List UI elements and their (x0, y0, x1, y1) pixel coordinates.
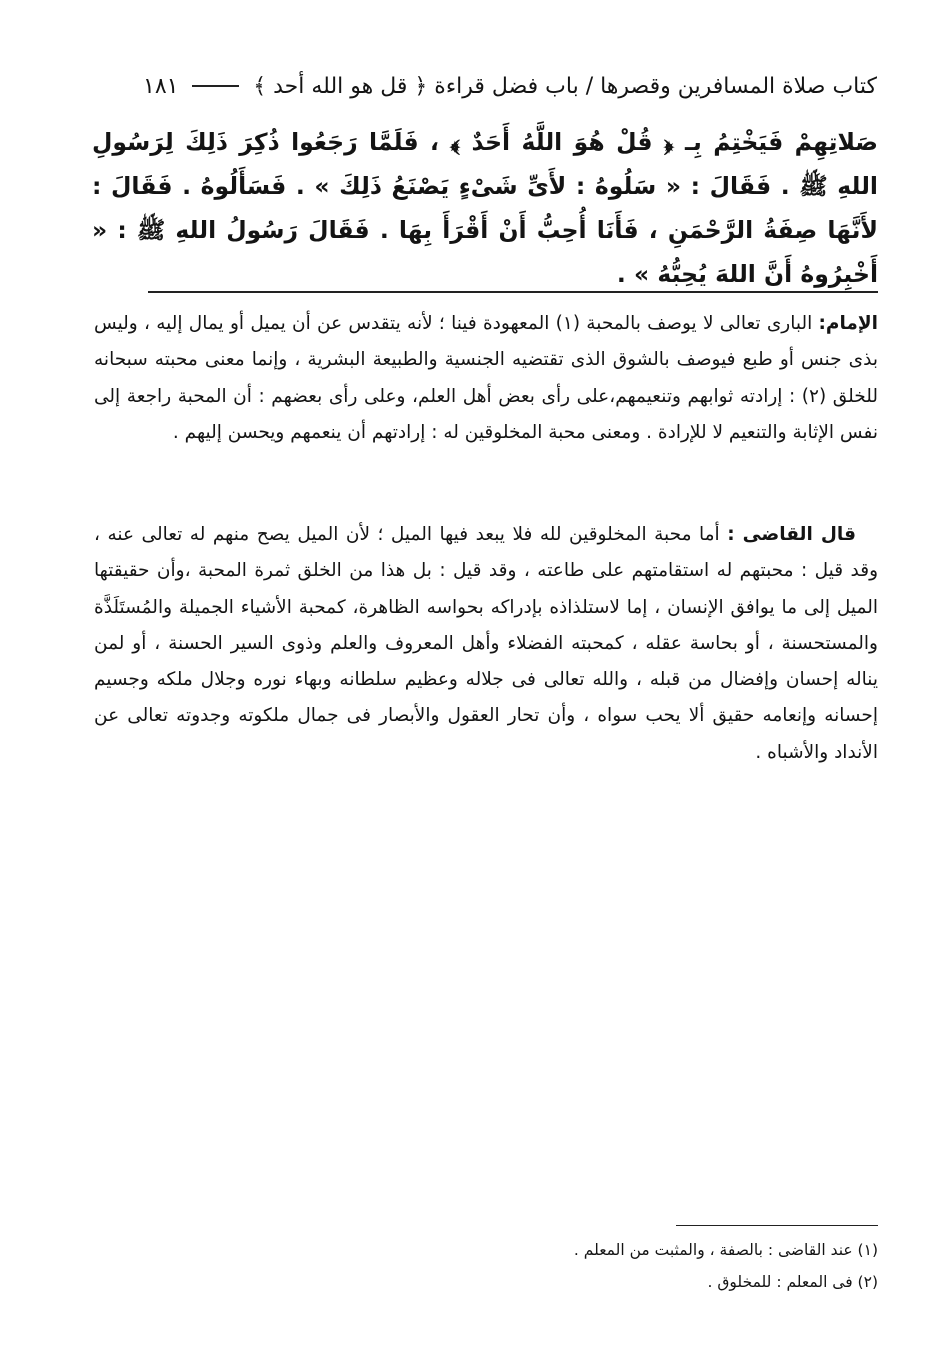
hadith-text: صَلاتِهِمْ فَيَخْتِمُ بِـ ﴿ قُلْ هُوَ اللَّهُ أَحَدٌ ﴾ ، فَلَمَّا رَجَعُوا ذُكِرَ ذَلِكَ لِرَسُولِ اللهِ ﷺ . فَقَالَ : « سَلُوهُ : لأَىِّ شَىْءٍ يَصْنَعُ ذَلِكَ » . فَسَأَلُوهُ . فَقَالَ : لأَنَّهَا صِفَةُ الرَّحْمَنِ ، فَأَنَا أُحِبُّ أَنْ أَقْرَأَ بِهَا . فَقَالَ رَسُولُ اللهِ ﷺ : « أَخْبِرُوهُ أَنَّ اللهَ يُحِبُّهُ » . (92, 128, 878, 288)
page-number: ١٨١ (143, 73, 179, 99)
commentary-lead: قال القاضى : (727, 524, 856, 545)
commentary-lead: الإمام: (818, 313, 878, 334)
commentary-imam (94, 306, 878, 451)
footnote-1: (١) عند القاضى : بالصفة ، والمثبت من المعلم . (573, 1241, 878, 1259)
footnote-2: (٢) فى المعلم : للمخلوق . (707, 1273, 878, 1291)
separator-rule (148, 291, 878, 293)
running-title: كتاب صلاة المسافرين وقصرها / باب فضل قراءة ﴿ قل هو الله أحد ﴾ (253, 73, 877, 99)
commentary-qadi (94, 517, 878, 771)
header-rule (192, 85, 239, 87)
running-header (143, 66, 877, 106)
commentary-body: البارى تعالى لا يوصف بالمحبة (١) المعهودة فينا ؛ لأنه يتقدس عن أن يميل أو يمال إليه ، وليس بذى جنس أو طبع فيوصف بالشوق الذى تقتضيه الجنسية والطبيعة البشرية ، وإنما معنى محبته سبحانه للخلق (٢) : إرادته ثوابهم وتنعيمهم،على رأى بعض أهل العلم، وعلى رأى بعضهم : أن المحبة راجعة إلى نفس الإثابة والتنعيم لا للإرادة . ومعنى محبة المخلوقين له : إرادتهم أن ينعمهم ويحسن إليهم . (94, 313, 879, 443)
commentary-body: أما محبة المخلوقين لله فلا يبعد فيها الميل ؛ لأن الميل يصح منهم له تعالى عنه ، وقد قيل : محبتهم له استقامتهم على طاعته ، وقد قيل : بل هذا من الخلق ثمرة المحبة ،وأن حقيقتها الميل إلى ما يوافق الإنسان ، إما لاستلذاذه بإدراكه بحواسه الظاهرة، كمحبة الأشياء الجميلة والمُستَلَذَّة والمستحسنة ، أو بحاسة عقله ، كمحبته الفضلاء وأهل المعروف والعلم وذوى السير الحسنة ، أو لمن يناله إحسان وإفضال من قبله ، والله تعالى فى جلاله وعظيم سلطانه وبهاء نوره وجلال ملكه وجسيم إحسانه وإنعامه حقيق ألا يحب سواه ، وأن تحار العقول والأبصار فى جمال ملكوته وجدوته تعالى عن الأنداد والأشباه . (94, 524, 878, 763)
footnote-rule (676, 1225, 878, 1226)
